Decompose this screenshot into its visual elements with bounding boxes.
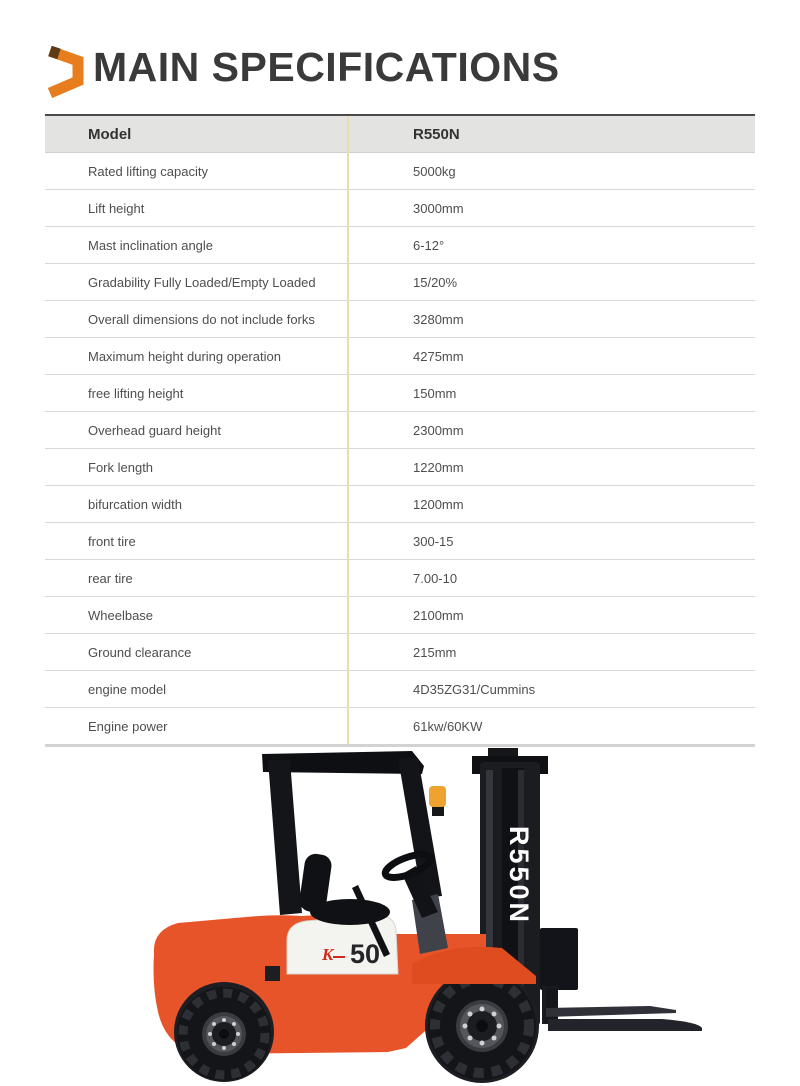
table-row — [45, 227, 755, 264]
spec-label: Maximum height during operation — [88, 348, 281, 364]
table-row — [45, 301, 755, 338]
spec-value: 7.00-10 — [413, 570, 458, 586]
page-title: MAIN SPECIFICATIONS — [93, 44, 560, 90]
spec-label: Overhead guard height — [88, 422, 221, 438]
table-body — [45, 153, 755, 744]
spec-value: 1200mm — [413, 496, 464, 512]
beacon-light — [429, 786, 446, 816]
spec-value: 61kw/60KW — [413, 718, 483, 734]
front-wheel — [428, 972, 536, 1080]
mast-model-label: R550N — [504, 826, 534, 926]
forks — [546, 1006, 702, 1031]
table-row — [45, 671, 755, 708]
table-header-model: Model — [88, 125, 132, 143]
spec-value: 3280mm — [413, 311, 464, 327]
spec-label: Mast inclination angle — [88, 237, 214, 253]
table-header-variant: R550N — [413, 125, 460, 143]
spec-label: free lifting height — [88, 385, 184, 401]
spec-label: bifurcation width — [88, 496, 182, 512]
table-row — [45, 634, 755, 671]
table-row — [45, 597, 755, 634]
spec-label: front tire — [88, 533, 136, 549]
table-row — [45, 338, 755, 375]
spec-value: 4275mm — [413, 348, 464, 364]
table-row — [45, 412, 755, 449]
spec-label: Wheelbase — [88, 607, 154, 623]
hood-brand-script — [333, 956, 345, 958]
spec-label: rear tire — [88, 570, 133, 586]
spec-value: 2100mm — [413, 607, 464, 623]
body-step-latch — [265, 966, 280, 981]
rear-wheel — [177, 987, 271, 1081]
table-row — [45, 486, 755, 523]
spec-value: 3000mm — [413, 200, 464, 216]
hood-brand-letter: K — [322, 945, 334, 964]
spec-label: engine model — [88, 681, 167, 697]
table-row — [45, 560, 755, 597]
table-row — [45, 190, 755, 227]
spec-label: Ground clearance — [88, 644, 192, 660]
product-image — [150, 748, 705, 1086]
spec-value: 215mm — [413, 644, 457, 660]
table-header-row — [45, 116, 755, 153]
spec-label: Overall dimensions do not include forks — [88, 311, 315, 327]
spec-label: Rated lifting capacity — [88, 163, 208, 179]
table-row — [45, 449, 755, 486]
spec-value: 15/20% — [413, 274, 458, 290]
spec-label: Lift height — [88, 200, 145, 216]
spec-value: 2300mm — [413, 422, 464, 438]
operator-seat — [298, 852, 390, 925]
spec-table — [45, 114, 755, 747]
chevron-bracket-icon — [44, 42, 90, 98]
spec-value: 150mm — [413, 385, 457, 401]
spec-value: 6-12° — [413, 237, 445, 253]
spec-value: 300-15 — [413, 533, 454, 549]
section-header — [0, 0, 800, 110]
table-row — [45, 264, 755, 301]
hood-capacity-number: 50 — [350, 939, 381, 969]
table-column-divider — [347, 116, 349, 744]
table-row — [45, 523, 755, 560]
table-row — [45, 708, 755, 744]
spec-value: 4D35ZG31/Cummins — [413, 681, 536, 697]
table-row — [45, 153, 755, 190]
spec-label: Gradability Fully Loaded/Empty Loaded — [88, 274, 316, 290]
forklift-illustration — [150, 748, 705, 1086]
spec-label: Fork length — [88, 459, 154, 475]
table-row — [45, 375, 755, 412]
spec-label: Engine power — [88, 718, 168, 734]
spec-value: 5000kg — [413, 163, 456, 179]
spec-value: 1220mm — [413, 459, 464, 475]
